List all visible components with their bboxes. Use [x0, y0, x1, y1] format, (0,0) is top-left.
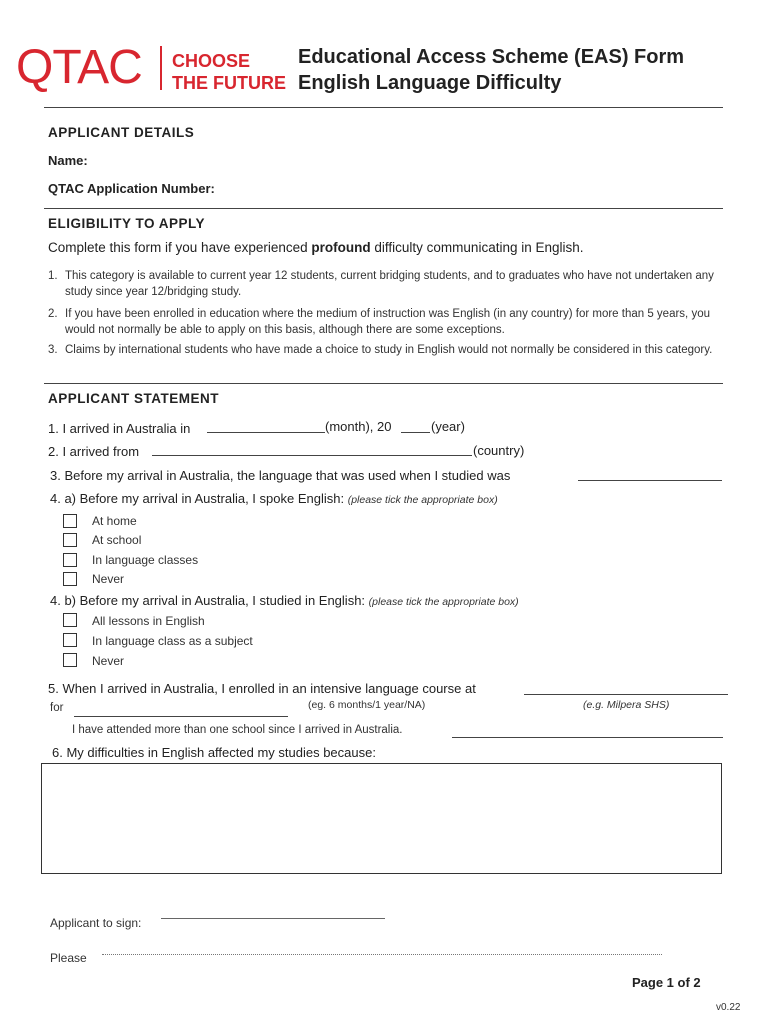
garbled-instruction-text [102, 954, 662, 961]
q4b-checkbox-language-subject[interactable] [63, 633, 77, 647]
eligibility-intro-post: difficulty communicating in English. [374, 240, 584, 255]
eligibility-item-text: If you have been enrolled in education where the medium of instruction was English (in any country) for more than 5 years, you would not normally be able to apply on this basis, although there are some exceptions. [65, 308, 710, 336]
please-label: Please [50, 951, 87, 965]
q4b-label: 4. b) Before my arrival in Australia, I studied in English: [50, 593, 366, 608]
logo-tagline-2: THE FUTURE [172, 73, 286, 93]
eligibility-intro-bold: profound [311, 240, 371, 255]
eligibility-intro [48, 240, 584, 255]
q5-school-hint: (e.g. Milpera SHS) [583, 699, 670, 711]
name-field[interactable] [100, 150, 700, 170]
application-number-field[interactable] [260, 178, 700, 198]
q6-response-box[interactable] [41, 763, 722, 874]
q5-duration-hint: (eg. 6 months/1 year/NA) [308, 699, 426, 711]
applicant-details-heading: APPLICANT DETAILS [48, 125, 195, 140]
eligibility-item-num: 3. [48, 344, 58, 356]
q4a-hint: (please tick the appropriate box) [347, 494, 498, 506]
q4b-checkbox-never[interactable] [63, 653, 77, 667]
qtac-logo: QTAC [16, 41, 142, 94]
q4a-checkbox-language-classes[interactable] [63, 553, 77, 567]
applicant-statement-heading: APPLICANT STATEMENT [48, 391, 219, 406]
q4a-option-language-classes: In language classes [92, 553, 199, 567]
header-rule [44, 107, 723, 108]
name-label: Name: [48, 153, 88, 168]
q4a-question [50, 491, 498, 506]
q5-label: 5. When I arrived in Australia, I enrolled in an intensive language course at [48, 681, 476, 696]
eligibility-item-text: This category is available to current year 12 students, current bridging students, and to graduates who have not undertaken any study since year 12/bridging study. [65, 270, 714, 298]
logo-tagline [172, 50, 286, 94]
q5-for-label: for [50, 702, 64, 714]
q1-year-field[interactable] [401, 432, 430, 433]
q4a-checkbox-never[interactable] [63, 572, 77, 586]
q2-country-field[interactable] [152, 455, 472, 456]
eligibility-item-3 [48, 342, 723, 358]
q1-label: 1. I arrived in Australia in [48, 421, 191, 436]
q4b-option-all-lessons: All lessons in English [92, 614, 205, 628]
version-label: v0.22 [716, 1002, 741, 1013]
q6-label: 6. My difficulties in English affected my studies because: [52, 745, 376, 760]
q5-multiple-schools-field[interactable] [452, 737, 723, 738]
page-number: Page 1 of 2 [632, 975, 701, 990]
q4a-option-at-home: At home [92, 514, 137, 528]
q4a-checkbox-at-home[interactable] [63, 514, 77, 528]
eligibility-item-text: Claims by international students who have made a choice to study in English would not normally be considered in this category. [65, 344, 713, 356]
eligibility-intro-pre: Complete this form if you have experienced [48, 240, 308, 255]
q4a-checkbox-at-school[interactable] [63, 533, 77, 547]
q5-course-field[interactable] [524, 694, 728, 695]
section-rule-2 [44, 383, 723, 384]
q4b-option-never: Never [92, 654, 125, 668]
q4a-option-at-school: At school [92, 533, 142, 547]
application-number-label: QTAC Application Number: [48, 181, 215, 196]
q5-duration-field[interactable] [74, 716, 288, 717]
applicant-signature-field[interactable] [161, 918, 385, 919]
eligibility-item-num: 1. [48, 270, 58, 282]
eligibility-item-num: 2. [48, 308, 58, 320]
q3-label: 3. Before my arrival in Australia, the language that was used when I studied was [50, 468, 511, 483]
eligibility-item-1 [48, 268, 723, 300]
q4b-question [50, 593, 519, 608]
q4b-checkbox-all-lessons[interactable] [63, 613, 77, 627]
q3-language-field[interactable] [578, 480, 722, 481]
applicant-sign-label: Applicant to sign: [50, 916, 142, 930]
q4b-hint: (please tick the appropriate box) [368, 596, 519, 608]
section-rule-1 [44, 208, 723, 209]
q2-country-label: (country) [473, 443, 525, 458]
eligibility-heading: ELIGIBILITY TO APPLY [48, 216, 206, 231]
q1-year-label: (year) [431, 419, 465, 434]
q1-month-label: (month), 20 [325, 419, 392, 434]
q4b-option-language-subject: In language class as a subject [92, 634, 253, 648]
logo-tagline-1: CHOOSE [172, 51, 251, 71]
form-title-line-1: Educational Access Scheme (EAS) Form [298, 46, 685, 68]
logo-divider [160, 46, 162, 90]
form-title [298, 44, 684, 96]
q4a-label: 4. a) Before my arrival in Australia, I spoke English: [50, 491, 345, 506]
q1-month-field[interactable] [207, 432, 325, 433]
form-title-line-2: English Language Difficulty [298, 72, 562, 94]
q5-multiple-schools-label: I have attended more than one school since I arrived in Australia. [72, 724, 403, 736]
q2-label: 2. I arrived from [48, 444, 140, 459]
q4a-option-never: Never [92, 572, 125, 586]
eligibility-item-2 [48, 306, 723, 338]
